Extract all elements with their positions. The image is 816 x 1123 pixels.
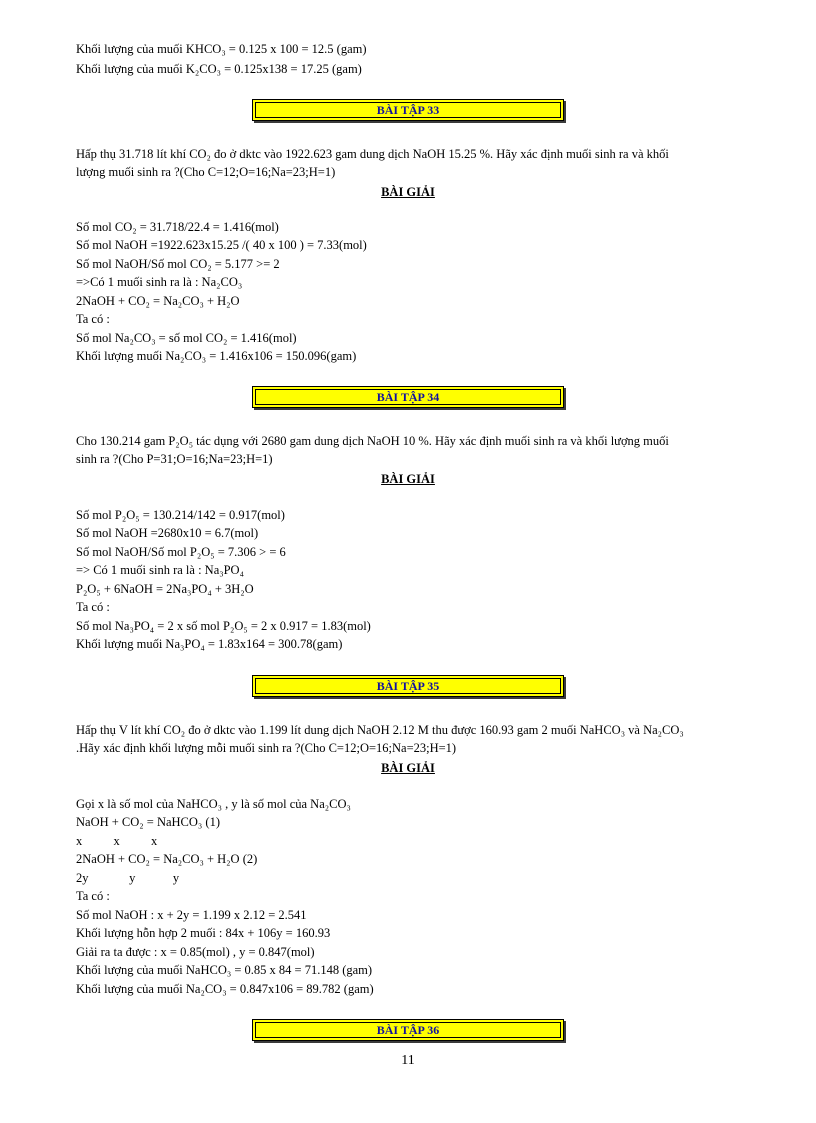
solution-heading-33: BÀI GIẢI	[381, 185, 435, 199]
solution-35-line: 2y y y	[76, 871, 180, 885]
solution-35-line: Khối lượng hỗn hợp 2 muối : 84x + 106y = 160.93	[76, 926, 331, 940]
problem-34-line-2: sinh ra ?(Cho P=31;O=16;Na=23;H=1)	[76, 452, 273, 466]
solution-heading-34: BÀI GIẢI	[381, 472, 435, 486]
solution-33-line: Số mol Na₂CO₃ = số mol CO₂ = 1.416(mol)	[76, 331, 297, 345]
problem-35-line-2: .Hãy xác định khối lượng mỗi muối sinh ra ?(Cho C=12;O=16;Na=23;H=1)	[76, 741, 457, 755]
exercise-34-banner: BÀI TẬP 34	[252, 386, 564, 408]
solution-35-line: 2NaOH + CO₂ = Na₂CO₃ + H₂O (2)	[76, 852, 258, 866]
solution-34-line: Số mol P₂O₅ = 130.214/142 = 0.917(mol)	[76, 508, 285, 522]
problem-33-line-2: lượng muối sinh ra ?(Cho C=12;O=16;Na=23;H=1)	[76, 165, 336, 179]
problem-34-line-1: Cho 130.214 gam P₂O₅ tác dụng với 2680 gam dung dịch NaOH 10 %. Hãy xác định muối sinh ra và khối lượng muối	[76, 434, 669, 448]
solution-35-line: Ta có :	[76, 889, 110, 903]
solution-35-line: Số mol NaOH : x + 2y = 1.199 x 2.12 = 2.541	[76, 908, 307, 922]
solution-35-line: Khối lượng của muối NaHCO₃ = 0.85 x 84 = 71.148 (gam)	[76, 963, 373, 977]
solution-34-line: Ta có :	[76, 600, 110, 614]
solution-34-line: => Có 1 muối sinh ra là : Na₃PO₄	[76, 563, 244, 577]
solution-35-line: NaOH + CO₂ = NaHCO₃ (1)	[76, 815, 220, 829]
solution-33-line: Ta có :	[76, 312, 110, 326]
solution-33-line: =>Có 1 muối sinh ra là : Na₂CO₃	[76, 275, 243, 289]
exercise-33-banner: BÀI TẬP 33	[252, 99, 564, 121]
solution-34-line: Khối lượng muối Na₃PO₄ = 1.83x164 = 300.78(gam)	[76, 637, 343, 651]
text-line: Khối lượng của muối K₂CO₃ = 0.125x138 = 17.25 (gam)	[76, 62, 362, 76]
problem-35-line-1: Hấp thụ V lít khí CO₂ đo ở dktc vào 1.199 lít dung dịch NaOH 2.12 M thu được 160.93 gam 2 muối NaHCO₃ và Na₂CO₃	[76, 723, 684, 737]
solution-34-line: Số mol NaOH/Số mol P₂O₅ = 7.306 > = 6	[76, 545, 286, 559]
exercise-36-banner: BÀI TẬP 36	[252, 1019, 564, 1041]
solution-35-line: Gọi x là số mol của NaHCO₃ , y là số mol của Na₂CO₃	[76, 797, 351, 811]
solution-34-line: Số mol NaOH =2680x10 = 6.7(mol)	[76, 526, 259, 540]
text-line: Khối lượng của muối KHCO₃ = 0.125 x 100 = 12.5 (gam)	[76, 42, 367, 56]
solution-33-line: Số mol NaOH =1922.623x15.25 /( 40 x 100 ) = 7.33(mol)	[76, 238, 367, 252]
solution-33-line: 2NaOH + CO₂ = Na₂CO₃ + H₂O	[76, 294, 240, 308]
solution-35-line: x x x	[76, 834, 158, 848]
solution-heading-35: BÀI GIẢI	[381, 761, 435, 775]
solution-35-line: Giải ra ta được : x = 0.85(mol) , y = 0.847(mol)	[76, 945, 315, 959]
solution-34-line: P₂O₅ + 6NaOH = 2Na₃PO₄ + 3H₂O	[76, 582, 254, 596]
solution-34-line: Số mol Na₃PO₄ = 2 x số mol P₂O₅ = 2 x 0.917 = 1.83(mol)	[76, 619, 371, 633]
problem-33-line-1: Hấp thụ 31.718 lít khí CO₂ đo ở dktc vào 1922.623 gam dung dịch NaOH 15.25 %. Hãy xác định muối sinh ra và khối	[76, 147, 669, 161]
solution-35-line: Khối lượng của muối Na₂CO₃ = 0.847x106 = 89.782 (gam)	[76, 982, 374, 996]
exercise-35-banner: BÀI TẬP 35	[252, 675, 564, 697]
page-number: 11	[401, 1053, 415, 1068]
solution-33-line: Số mol NaOH/Số mol CO₂ = 5.177 >= 2	[76, 257, 280, 271]
solution-33-line: Số mol CO₂ = 31.718/22.4 = 1.416(mol)	[76, 220, 279, 234]
solution-33-line: Khối lượng muối Na₂CO₃ = 1.416x106 = 150.096(gam)	[76, 349, 357, 363]
